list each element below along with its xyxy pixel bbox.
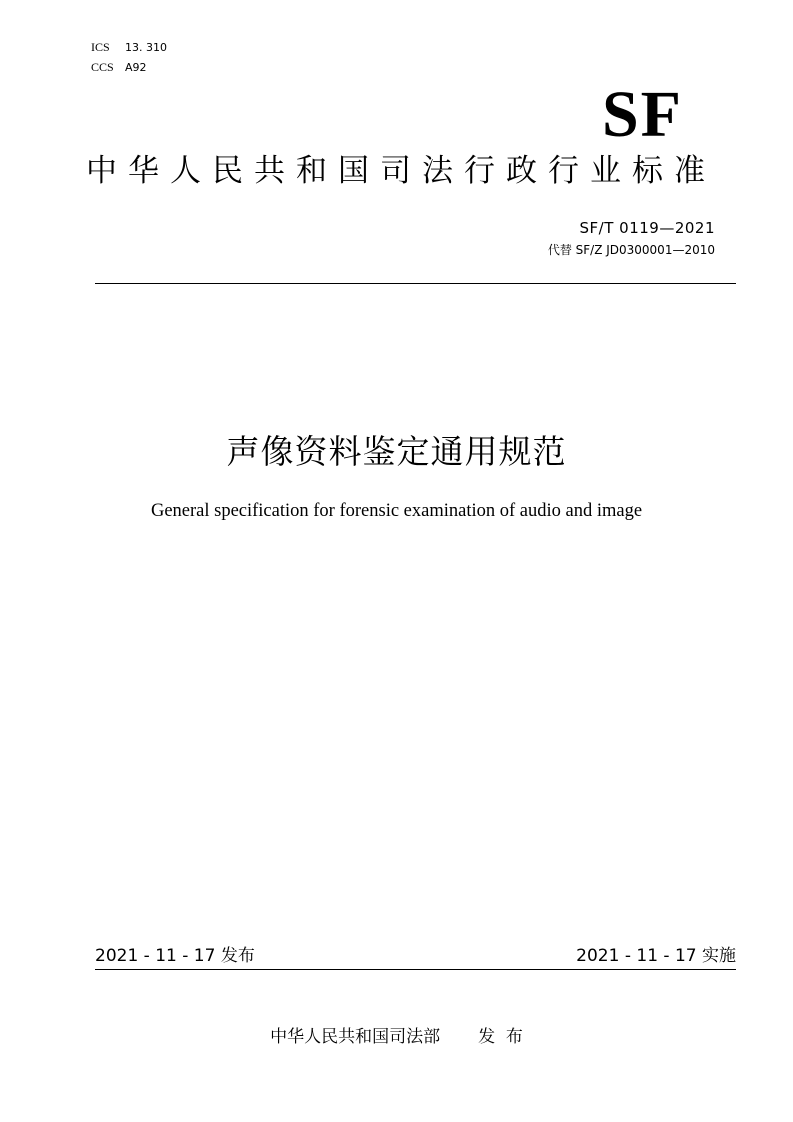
ics-row [91, 39, 167, 56]
standard-number: SF/T 0119—2021 [579, 219, 715, 237]
publisher-line [0, 1024, 793, 1050]
standard-category-title: 中华人民共和国司法行政行业标准 [86, 153, 716, 189]
ics-value: 13. 310 [125, 41, 167, 54]
sf-logo: SF [601, 78, 683, 151]
document-title-en: General specification for forensic examination of audio and image [150, 501, 643, 521]
ccs-label: CCS [91, 60, 114, 74]
header-divider [95, 283, 736, 284]
footer-divider [95, 969, 736, 970]
ics-label: ICS [91, 40, 110, 54]
ccs-row [91, 59, 147, 76]
replaces-standard: 代替 SF/Z JD0300001—2010 [547, 243, 715, 257]
implementation-date: 2021 - 11 - 17 实施 [576, 946, 736, 966]
publisher-action: 发 布 [478, 1027, 523, 1047]
ccs-value: A92 [125, 61, 147, 74]
issue-date: 2021 - 11 - 17 发布 [95, 946, 255, 966]
document-title-cn: 声像资料鉴定通用规范 [226, 432, 567, 471]
publisher-organization: 中华人民共和国司法部 [270, 1027, 441, 1047]
